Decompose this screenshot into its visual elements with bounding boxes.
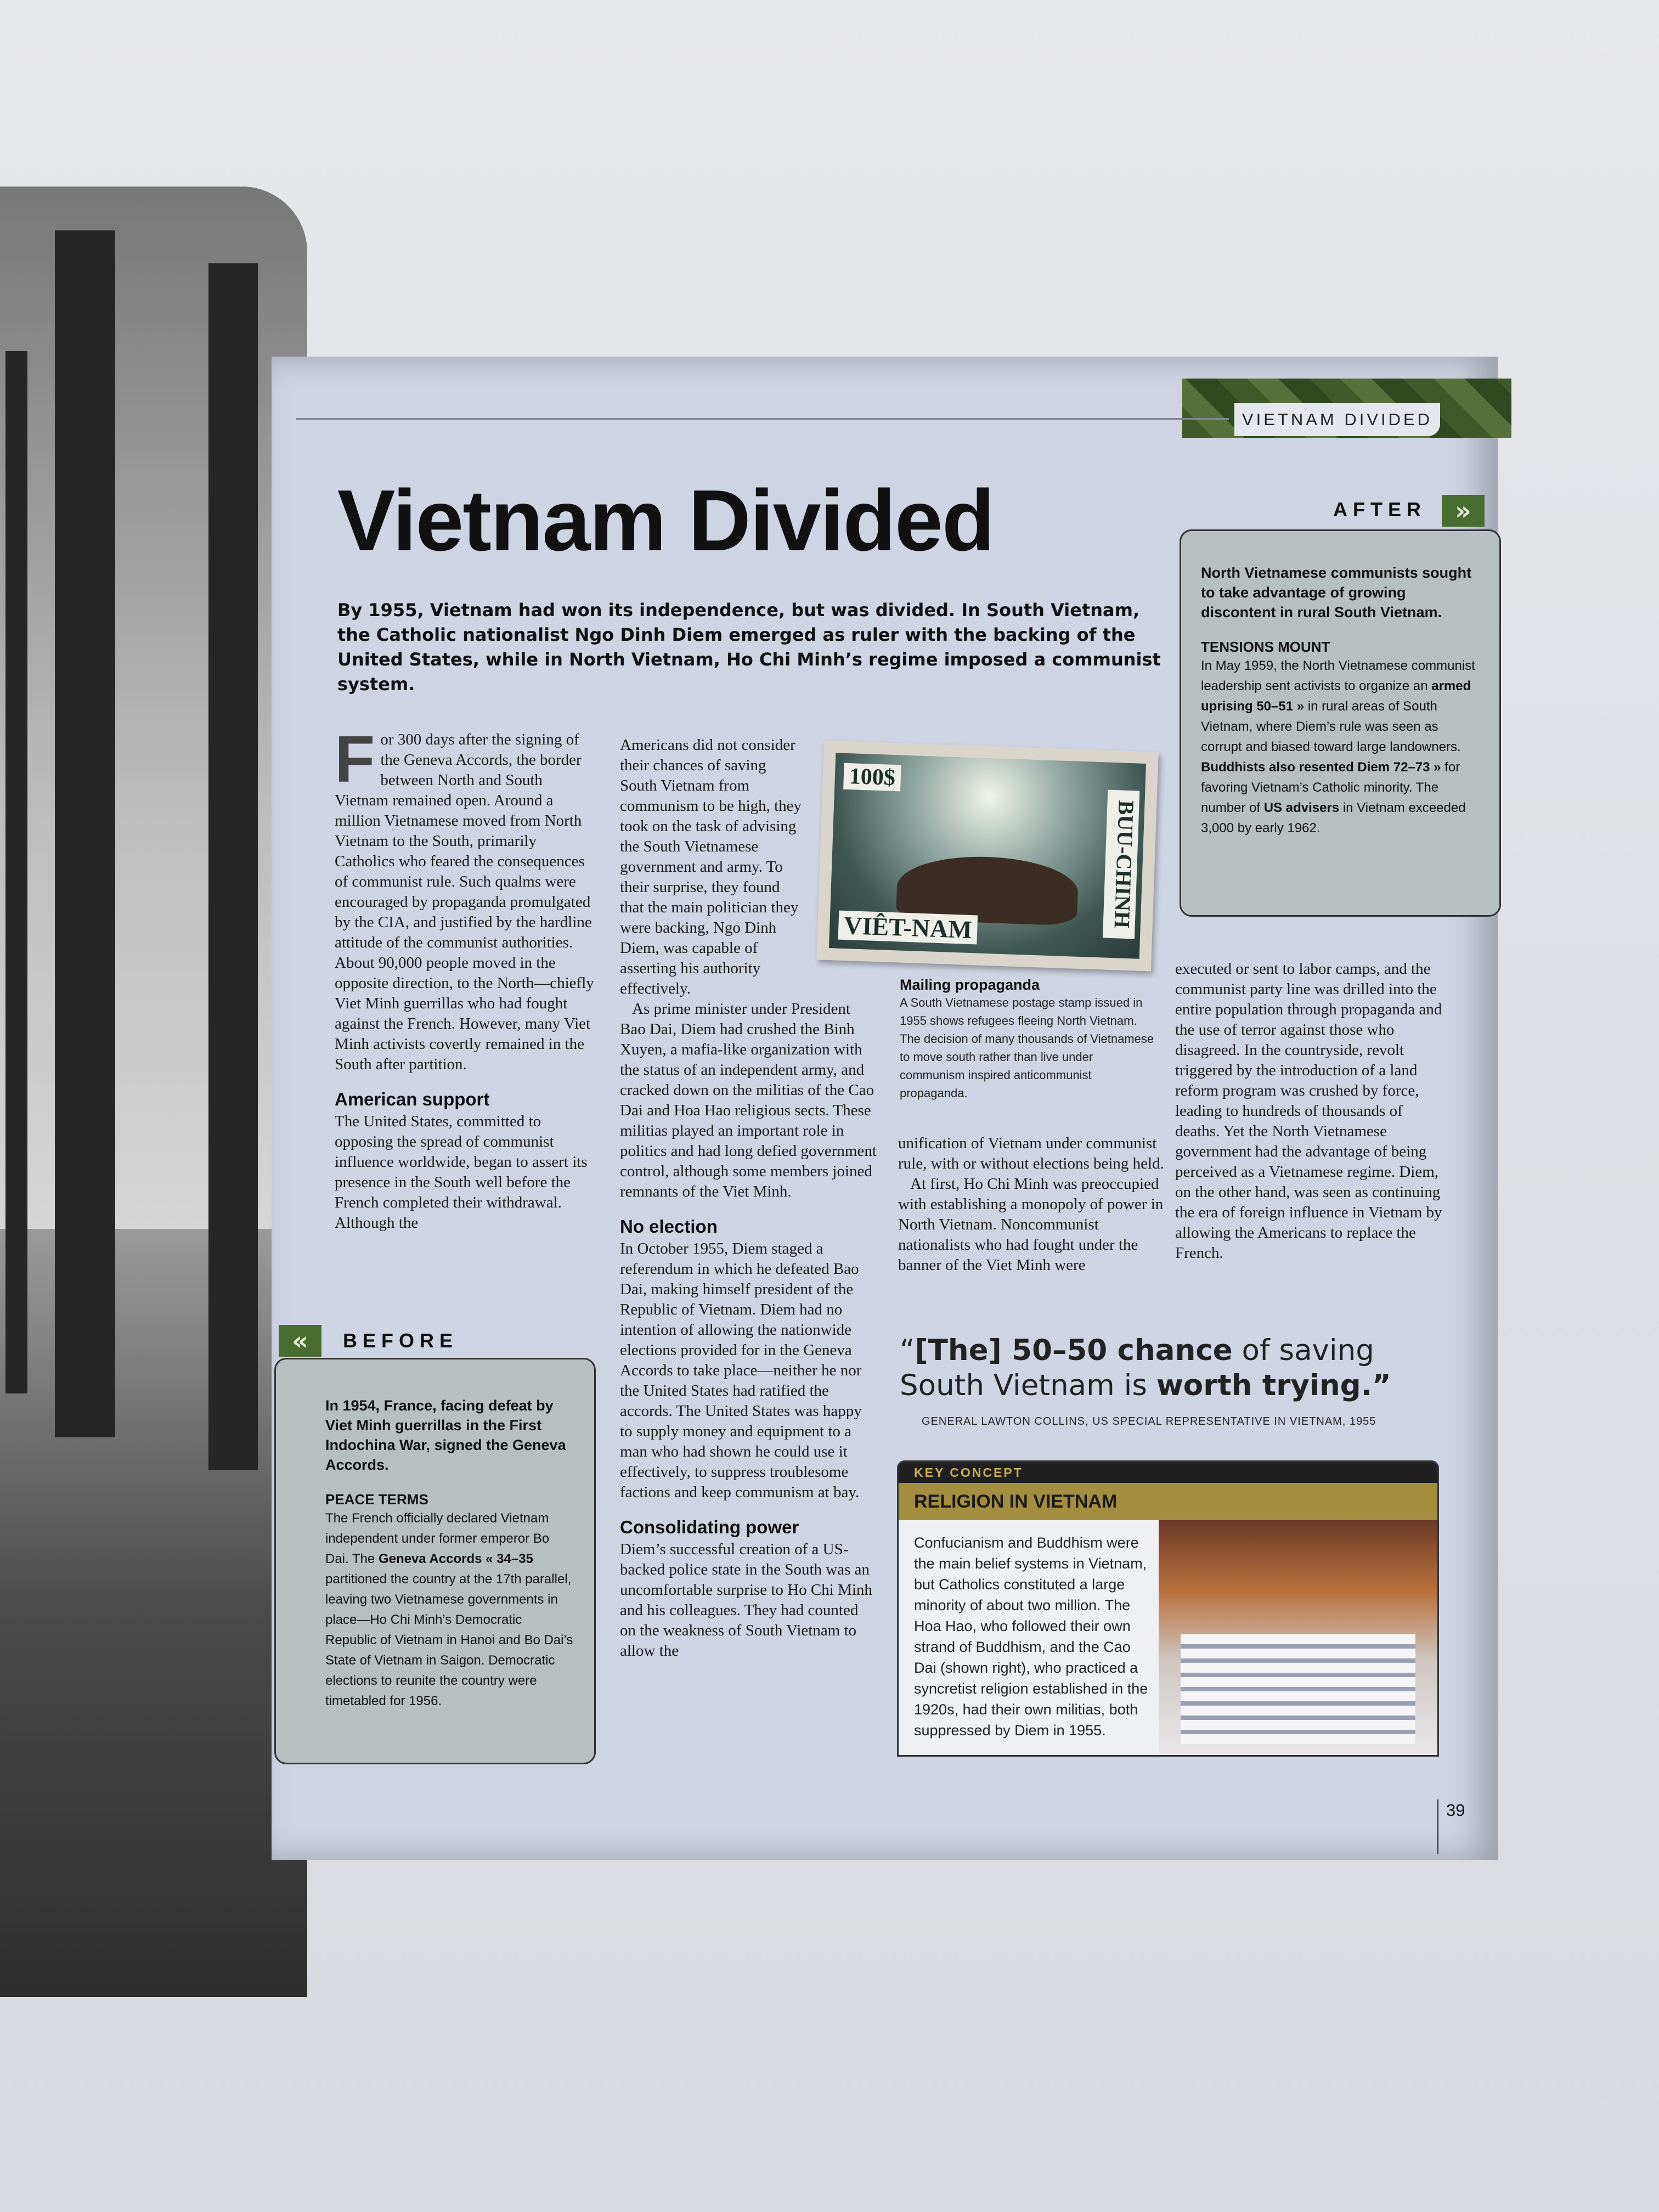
before-text: The French officially declared Vietnam independent under former emperor Bo Dai. The Geneva Accords « 34–35 partitioned the country at the 17th parallel, leaving two Vietnamese governments in place—Ho Chi Minh’s Democratic Republic of Vietnam in Hanoi and Bo Dai’s State of Vietnam in Saigon. Democratic elections to reunite the country were timetabled for 1956. (325, 1511, 573, 1708)
body-paragraph: unification of Vietnam under communist rule, with or without elections being held. (898, 1135, 1164, 1172)
after-label: AFTER (1333, 498, 1426, 521)
subhead-consolidating-power: Consolidating power (620, 1517, 799, 1537)
text-column-1 (335, 723, 595, 1233)
stamp-value: 100$ (843, 763, 901, 792)
key-concept-label: KEY CONCEPT (899, 1462, 1437, 1483)
after-text: In May 1959, the North Vietnamese communist leadership sent activists to organize an armed uprising 50–51 » in rural areas of South Vietnam, where Diem’s rule was seen as corrupt and biased toward large landowners. Buddhists also resented Diem 72–73 » for favoring Vietnam’s Catholic minority. The number of US advisers in Vietnam exceeded 3,000 by early 1962. (1201, 658, 1475, 836)
subhead-no-election: No election (620, 1216, 718, 1237)
after-box (1180, 529, 1501, 917)
drop-cap: F (335, 723, 375, 796)
stamp-caption (900, 977, 1160, 1102)
chevron-right-icon: » (1442, 495, 1485, 527)
pull-quote: “[The] 50–50 chance of saving South Vietnam is worth trying.” (900, 1334, 1391, 1402)
page-number: 39 (1446, 1801, 1465, 1820)
chevron-left-icon: « (279, 1325, 321, 1357)
subhead-american-support: American support (335, 1089, 490, 1109)
after-lead: North Vietnamese communists sought to take advantage of growing discontent in rural South Vietnam. (1201, 565, 1472, 620)
after-heading: TENSIONS MOUNT (1201, 639, 1330, 655)
caption-title: Mailing propaganda (900, 977, 1040, 993)
header-rule (296, 418, 1229, 420)
body-paragraph: Americans did not consider their chances of saving South Vietnam from communism to be high, they took on the task of advising the South Vietnamese government and army. To their surprise, they found that the main politician they were backing, Ngo Dinh Diem, was capable of asserting his authority effectively. (620, 736, 802, 997)
before-heading: PEACE TERMS (325, 1491, 428, 1508)
page-number-rule (1437, 1799, 1438, 1854)
key-concept-title: RELIGION IN VIETNAM (899, 1483, 1437, 1520)
key-concept-text: Confucianism and Buddhism were the main belief systems in Vietnam, but Catholics constituted a large minority of about two million. The Hoa Hao, who followed their own strand of Buddhism, and the Cao Dai (shown right), who practiced a syncretist religion established in the 1920s, had their own militias, both suppressed by Diem in 1955. (914, 1534, 1148, 1739)
left-page-photo (0, 187, 307, 1997)
text-column-4 (1175, 959, 1444, 1263)
postage-stamp-image (816, 740, 1159, 971)
stamp-side-text: BUU-CHINH (1103, 790, 1139, 939)
stamp-country: VIÊT-NAM (838, 911, 978, 945)
page-title: Vietnam Divided (337, 472, 994, 569)
body-paragraph: The United States, committed to opposing the spread of communist influence worldwide, began to assert its presence in the South well before the French completed their withdrawal. Although the (335, 1113, 588, 1232)
body-paragraph: At first, Ho Chi Minh was preoccupied with establishing a monopoly of power in North Vietnam. Noncommunist nationalists who had fought under the banner of the Viet Minh were (898, 1175, 1164, 1274)
intro-paragraph: By 1955, Vietnam had won its independence, but was divided. In South Vietnam, the Catholic nationalist Ngo Dinh Diem emerged as ruler with the backing of the United States, while in North Vietnam, Ho Chi Minh’s regime imposed a communist system. (337, 600, 1161, 695)
quote-source: GENERAL LAWTON COLLINS, US SPECIAL REPRESENTATIVE IN VIETNAM, 1955 (922, 1415, 1376, 1427)
body-paragraph: As prime minister under President Bao Dai, Diem had crushed the Binh Xuyen, a mafia-like organization with the status of an independent army, and cracked down on the militias of the Cao Dai and Hoa Hao religious sects. These militias played an important role in politics and had long defied government control, although some members joined remnants of the Viet Minh. (620, 1000, 877, 1200)
before-lead: In 1954, France, facing defeat by Viet Minh guerrillas in the First Indochina War, signed the Geneva Accords. (325, 1397, 566, 1473)
before-label: BEFORE (343, 1329, 459, 1352)
cao-dai-temple-photo (1159, 1520, 1437, 1755)
body-paragraph: executed or sent to labor camps, and the communist party line was drilled into the entire population through propaganda and the use of terror against those who disagreed. In the countryside, revolt triggered by the introduction of a land reform program was crushed by force, leading to hundreds of thousands of deaths. Yet the North Vietnamese government had the advantage of being perceived as a Vietnamese regime. Diem, on the other hand, was seen as continuing the era of foreign influence in Vietnam by allowing the Americans to replace the French. (1175, 960, 1442, 1262)
body-paragraph: Diem’s successful creation of a US-backed police state in the South was an uncomfortable surprise to Ho Chi Minh and his colleagues. They had counted on the weakness of South Vietnam to allow the (620, 1541, 872, 1660)
key-concept-box (897, 1460, 1439, 1757)
running-title: VIETNAM DIVIDED (1234, 403, 1440, 436)
body-paragraph: or 300 days after the signing of the Geneva Accords, the border between North and South Vietnam remained open. Around a million Vietnamese moved from North Vietnam to the South, primarily Catholics who feared the consequences of communist rule. Such qualms were encouraged by propaganda promulgated by the CIA, and justified by the hardline attitude of the communist authorities. About 90,000 people moved in the opposite direction, to the North—chiefly Viet Minh guerrillas who had fought against the French. However, many Viet Minh activists covertly remained in the South after partition. (335, 731, 594, 1073)
text-column-3 (898, 1133, 1167, 1276)
caption-text: A South Vietnamese postage stamp issued in 1955 shows refugees fleeing North Vietnam. The decision of many thousands of Vietnamese to move south rather than live under communism inspired anticommunist propaganda. (900, 996, 1154, 1100)
before-box (274, 1358, 596, 1764)
body-paragraph: In October 1955, Diem staged a referendum in which he defeated Bao Dai, making himself president of the Republic of Vietnam. Diem had no intention of allowing the nationwide elections provided for in the Geneva Accords to take place—neither he nor the United States had ratified the accords. The United States was happy to supply money and equipment to a man who had shown he could use it effectively, to suppress troublesome factions and keep communism at bay. (620, 1240, 862, 1501)
